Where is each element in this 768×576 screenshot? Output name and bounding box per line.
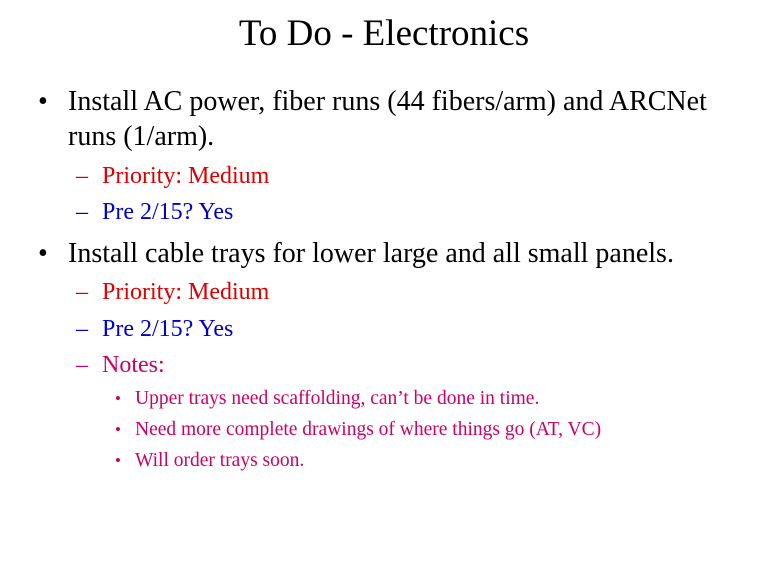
bullet-glyph: • [38,238,48,269]
notes-label-text: Notes: [102,352,165,378]
item-1-priority-text: Priority: Medium [102,163,270,189]
dash-glyph: – [76,199,88,225]
dash-glyph: – [76,352,88,378]
slide-title: To Do - Electronics [238,13,530,54]
item-1-pre-text: Pre 2/15? Yes [102,199,234,225]
dash-glyph: – [76,163,88,189]
note-text: Will order trays soon. [135,450,305,471]
bullet-glyph: • [38,86,48,117]
bullet-glyph: • [115,420,121,439]
note-text: Need more complete drawings of where things go (AT, VC) [135,419,602,440]
bullet-item-1-text: Install AC power, fiber runs (44 fibers/arm) and ARCNet runs (1/arm). [68,86,707,152]
dash-glyph: – [76,279,88,305]
bullet-item-2-text: Install cable trays for lower large and all small panels. [68,238,674,269]
item-2-priority-text: Priority: Medium [102,279,270,305]
note-text: Upper trays need scaffolding, can’t be done in time. [135,388,540,409]
bullet-glyph: • [115,451,121,470]
item-2-pre-text: Pre 2/15? Yes [102,316,234,342]
bullet-glyph: • [115,389,121,408]
dash-glyph: – [76,316,88,342]
